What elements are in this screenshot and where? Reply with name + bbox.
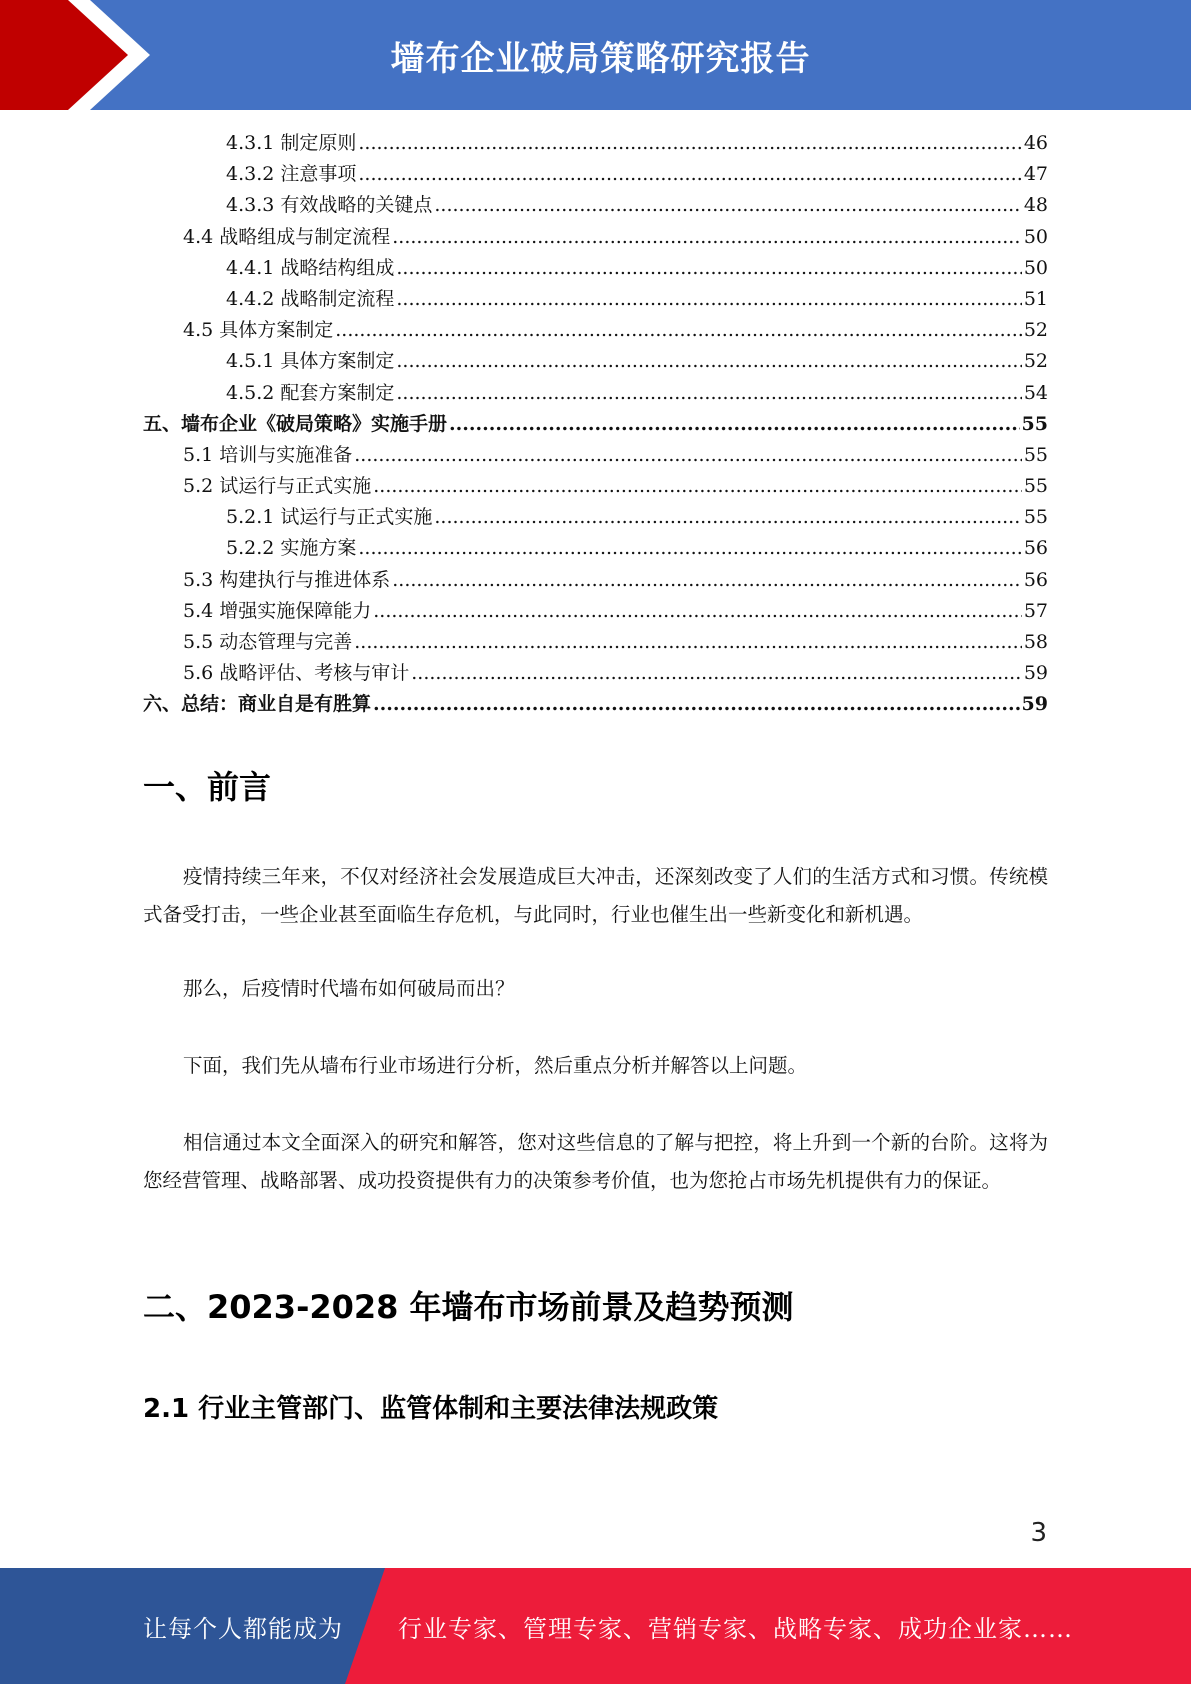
toc-entry-title: 5.4 增强实施保障能力 [183,599,372,622]
toc-dot-leader [373,689,1020,720]
toc-entry[interactable] [143,502,1048,533]
toc-entry-title: 4.4.2 战略制定流程 [226,287,395,310]
toc-entry-page: 55 [1023,506,1048,529]
toc-dot-leader [396,284,1021,315]
toc-dot-leader [373,596,1022,627]
toc-entry-title: 4.3.1 制定原则 [226,132,357,154]
toc-entry[interactable] [143,533,1048,564]
toc-entry[interactable] [143,658,1048,689]
toc-entry[interactable] [143,378,1048,409]
toc-entry-title: 五、墙布企业《破局策略》实施手册 [143,412,448,435]
toc-entry[interactable] [143,471,1048,502]
page-header [0,0,1191,110]
toc-dot-leader [396,346,1021,377]
toc-entry[interactable] [143,315,1048,346]
toc-dot-leader [358,159,1021,190]
toc-entry[interactable] [143,284,1048,315]
section-heading-preface: 一、前言 [143,768,272,806]
toc-entry-page: 50 [1023,256,1048,279]
toc-entry-title: 5.5 动态管理与完善 [183,631,353,653]
toc-entry[interactable] [143,253,1048,284]
toc-entry[interactable] [143,440,1048,471]
toc-entry-title: 5.2.2 实施方案 [226,537,357,560]
toc-dot-leader [358,128,1021,159]
page-footer [0,1568,1191,1684]
toc-entry-title: 4.5.1 具体方案制定 [226,350,395,373]
toc-entry-page: 59 [1021,693,1048,716]
table-of-contents [143,128,1048,721]
toc-dot-leader [434,502,1021,533]
toc-entry-title: 4.5 具体方案制定 [183,319,334,342]
toc-entry-title: 4.3.3 有效战略的关键点 [226,194,433,217]
toc-dot-leader [396,253,1021,284]
toc-entry-page: 50 [1023,225,1048,248]
toc-dot-leader [392,222,1022,253]
toc-entry-page: 46 [1023,132,1048,154]
toc-entry-title: 4.3.2 注意事项 [226,163,357,186]
toc-entry-page: 51 [1023,287,1048,310]
page-number: 3 [1030,1518,1047,1548]
toc-entry[interactable] [143,346,1048,377]
toc-entry[interactable] [143,222,1048,253]
toc-entry-page: 47 [1023,163,1048,186]
toc-dot-leader [396,378,1021,409]
toc-dot-leader [411,658,1022,689]
toc-dot-leader [358,533,1021,564]
footer-slogan-left: 让每个人都能成为 [143,1614,343,1643]
toc-entry[interactable] [143,689,1048,720]
toc-entry[interactable] [143,565,1048,596]
toc-entry[interactable] [143,159,1048,190]
toc-entry-title: 4.4 战略组成与制定流程 [183,225,391,248]
preface-paragraph: 相信通过本文全面深入的研究和解答，您对这些信息的了解与把控，将上升到一个新的台阶。这将为您经营管理、战略部署、成功投资提供有力的决策参考价值，也为您抢占市场先机提供有力的保证。 [143,1131,1048,1192]
toc-entry-page: 55 [1021,412,1048,435]
section-heading-market-forecast: 二、2023-2028 年墙布市场前景及趋势预测 [143,1288,794,1326]
toc-entry-page: 48 [1023,194,1048,217]
toc-entry-page: 52 [1023,319,1048,342]
toc-entry-title: 5.6 战略评估、考核与审计 [183,662,410,685]
toc-entry[interactable] [143,190,1048,221]
toc-entry[interactable] [143,128,1048,159]
toc-entry-page: 52 [1023,350,1048,373]
preface-paragraph: 下面，我们先从墙布行业市场进行分析，然后重点分析并解答以上问题。 [183,1054,808,1077]
toc-entry-title: 4.5.2 配套方案制定 [226,381,395,404]
report-title: 墙布企业破局策略研究报告 [390,38,811,79]
toc-dot-leader [392,565,1022,596]
preface-paragraph: 疫情持续三年来，不仅对经济社会发展造成巨大冲击，还深刻改变了人们的生活方式和习惯。传统模式备受打击，一些企业甚至面临生存危机，与此同时，行业也催生出一些新变化和新机遇。 [143,865,1048,926]
toc-dot-leader [373,471,1022,502]
toc-entry[interactable] [143,596,1048,627]
toc-entry-title: 5.2.1 试运行与正式实施 [226,506,433,529]
toc-entry-page: 54 [1023,381,1048,404]
footer-slogan-right: 行业专家、管理专家、营销专家、战略专家、成功企业家…… [398,1614,1073,1643]
toc-entry-page: 59 [1023,662,1048,685]
toc-entry[interactable] [143,627,1048,658]
toc-entry-title: 六、总结：商业自是有胜算 [143,693,372,716]
toc-entry-title: 5.2 试运行与正式实施 [183,475,372,498]
toc-entry-title: 5.1 培训与实施准备 [183,443,353,466]
toc-entry-title: 4.4.1 战略结构组成 [226,256,395,279]
toc-dot-leader [434,190,1021,221]
toc-dot-leader [449,409,1020,440]
toc-dot-leader [354,440,1022,471]
toc-entry-page: 55 [1023,475,1048,498]
toc-dot-leader [335,315,1022,346]
toc-entry-page: 56 [1023,568,1048,591]
toc-entry-page: 56 [1023,537,1048,560]
toc-dot-leader [354,627,1022,658]
preface-paragraph: 那么，后疫情时代墙布如何破局而出？ [183,977,515,1000]
subsection-heading: 2.1 行业主管部门、监管体制和主要法律法规政策 [143,1394,719,1424]
toc-entry-page: 55 [1023,443,1048,466]
toc-entry[interactable] [143,409,1048,440]
toc-entry-page: 57 [1023,599,1048,622]
toc-entry-page: 58 [1023,631,1048,653]
toc-entry-title: 5.3 构建执行与推进体系 [183,568,391,591]
